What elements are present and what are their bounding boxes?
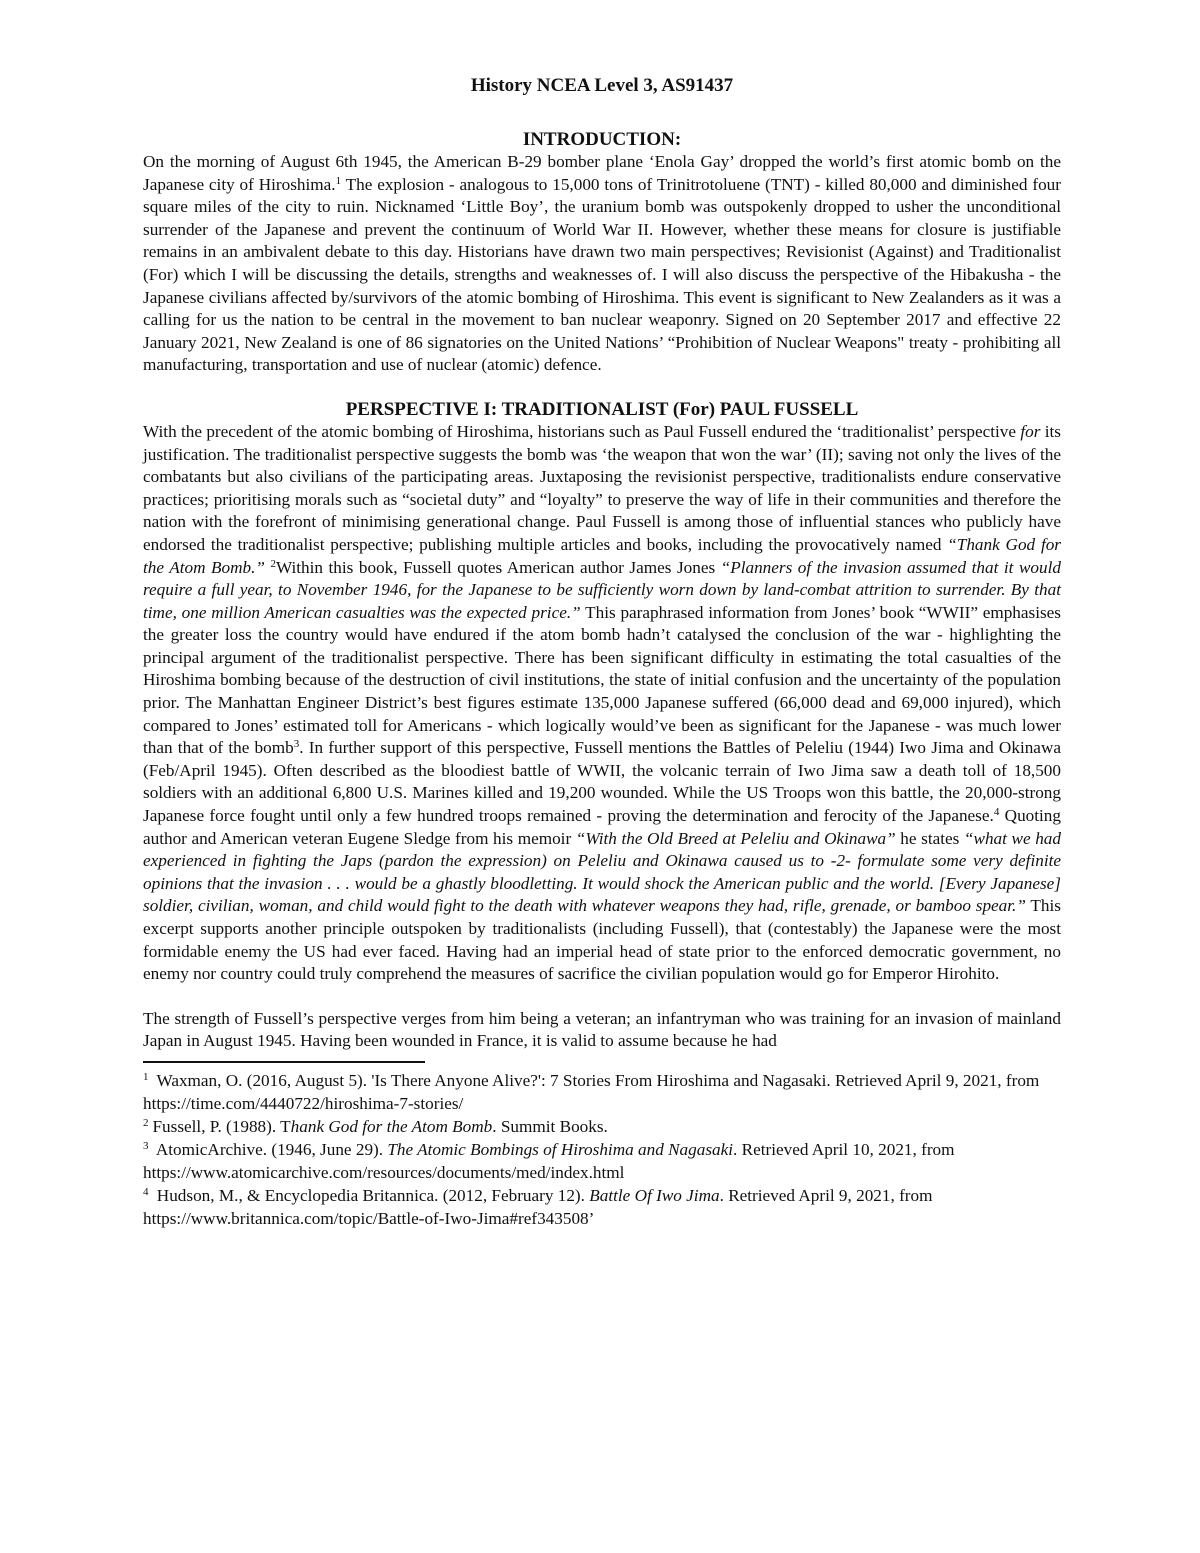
footnote-ref-3: 3 — [293, 738, 300, 751]
perspective-1-paragraph-1 — [143, 421, 1061, 986]
footnote-3-mark: 3 — [143, 1139, 149, 1152]
footnote-separator — [143, 1061, 425, 1063]
footnote-1-mark: 1 — [143, 1070, 149, 1083]
footnote-4-mark: 4 — [143, 1185, 149, 1198]
p1-text-3: Within this book, Fussell quotes American author James Jones — [275, 557, 721, 577]
p1-text-1: With the precedent of the atomic bombing of Hiroshima, historians such as Paul Fussell endured the ‘traditionalist’ perspective — [143, 421, 1021, 441]
p1-text-4: This paraphrased information from Jones’ book “WWII” emphasises the greater loss the country would have endured if the atom bomb hadn’t catalysed the conclusion of the war - highlighting the principal argument of the traditionalist perspective. There has been significant difficulty in estimating the total casualties of the Hiroshima bombing because of the destruction of civil institutions, the state of initial confusion and the uncertainty of the population prior. The Manhattan Engineer District’s best figures estimate 135,000 Japanese suffered (66,000 dead and 69,000 injured), which compared to Jones’ estimated toll for Americans - which logically would’ve been as significant for the Japanese - was much lower than that of the bomb — [143, 602, 1061, 758]
footnote-ref-2: 2 — [270, 557, 276, 570]
footnote-4-title: Battle Of Iwo Jima — [589, 1185, 720, 1205]
footnote-3-text-end: . Retrieved April 10, 2021, from https://www.atomicarchive.com/resources/documents/med/index.html — [143, 1139, 955, 1182]
footnote-1 — [143, 1069, 1061, 1115]
footnote-2-text-end: . Summit Books. — [492, 1116, 608, 1136]
p1-memoir-title: “With the Old Breed at Peleliu and Okinawa” — [575, 828, 896, 848]
p1-emphasis-for: for — [1020, 421, 1041, 441]
footnotes — [143, 1069, 1061, 1230]
perspective-1-heading: PERSPECTIVE I: TRADITIONALIST (For) PAUL FUSSELL — [345, 398, 859, 420]
p2-text-1: The strength of Fussell’s perspective verges from him being a veteran; an infantryman who was training for an invasion of mainland Japan in August 1945. Having been wounded in France, it is valid to assume because he had — [143, 1008, 1061, 1051]
p1-text-8: This excerpt supports another principle outspoken by traditionalists (including Fussell), that (contestably) the Japanese were the most formidable enemy the US had ever faced. Having had an imperial head of state prior to the enforced democratic government, no enemy nor country could truly comprehend the measures of sacrifice the civilian population would go for Emperor Hirohito. — [143, 896, 1061, 984]
footnote-4-text-end: . Retrieved April 9, 2021, from https://www.britannica.com/topic/Battle-of-Iwo-Jima#ref343508’ — [143, 1185, 933, 1228]
p1-text-7: he states — [895, 828, 964, 848]
footnote-2 — [143, 1115, 1061, 1138]
footnote-2-title: hank God for the Atom Bomb — [290, 1116, 493, 1136]
footnote-ref-1: 1 — [335, 174, 342, 187]
p1-text-5: . In further support of this perspective, Fussell mentions the Battles of Peleliu (1944) Iwo Jima and Okinawa (Feb/April 1945). Often described as the bloodiest battle of WWII, the volcanic terrain of Iwo Jima saw a death toll of 18,500 soldiers with an additional 6,800 U.S. Marines killed and 19,200 wounded. While the US Troops won this battle, the 20,000-strong Japanese force fought until only a few hundred troops remained - proving the determination and ferocity of the Japanese. — [143, 738, 1061, 826]
footnote-2-mark: 2 — [143, 1116, 149, 1129]
document-title: History NCEA Level 3, AS91437 — [470, 75, 734, 96]
paragraph-spacer — [143, 986, 1061, 1008]
footnote-ref-4: 4 — [993, 806, 1000, 819]
footnote-2-text: Fussell, P. (1988). T — [152, 1116, 291, 1136]
p1-jones-quote: “Planners of the invasion assumed that it would require a full year, to November 1946, for the Japanese to be sufficiently worn down by land-combat attrition to surrender. By that time, one million American casualties was the expected price.” — [143, 557, 1061, 622]
p1-text-6: Quoting author and American veteran Eugene Sledge from his memoir — [143, 806, 1061, 848]
p1-text-2: its justification. The traditionalist perspective suggests the bomb was ‘the weapon that won the war’ (II); saving not only the lives of the combatants but also civilians of the participating areas. Juxtaposing the revisionist perspective, traditionalists endure conservative practices; prioritising morals such as “societal duty” and “loyalty” to preserve the way of life in their communities and therefore the nation with the forefront of minimising generational change. Paul Fussell is among those of influential stances who publicly have endorsed the traditionalist perspective; publishing multiple articles and books, including the provocatively named — [143, 421, 1061, 554]
p1-sledge-quote: “what we had experienced in fighting the Japs (pardon the expression) on Peleliu and Okinawa caused us to -2- formulate some very definite opinions that the invasion . . . would be a ghastly bloodletting. It would shock the American public and the world. [Every Japanese] soldier, civilian, woman, and child would fight to the death with whatever weapons they had, rifle, grenade, or bamboo spear.” — [143, 828, 1061, 916]
footnote-3 — [143, 1138, 1061, 1184]
intro-text-2: The explosion - analogous to 15,000 tons of Trinitrotoluene (TNT) - killed 80,000 and diminished four square miles of the city to ruin. Nicknamed ‘Little Boy’, the uranium bomb was outspokenly dropped to usher the unconditional surrender of the Japanese and prevent the continuum of World War II. However, whether these means for closure is justifiable remains in an ambivalent debate to this day. Historians have drawn two main perspectives; Revisionist (Against) and Traditionalist (For) which I will be discussing the details, strengths and weaknesses of. I will also discuss the perspective of the Hibakusha - the Japanese civilians affected by/survivors of the atomic bombing of Hiroshima. This event is significant to New Zealanders as it was a calling for us the nation to be central in the movement to ban nuclear weaponry. Signed on 20 September 2017 and effective 22 January 2021, New Zealand is one of 86 signatories on the United Nations’ “Prohibition of Nuclear Weapons" treaty - prohibiting all manufacturing, transportation and use of nuclear (atomic) defence. — [143, 174, 1061, 375]
footnote-3-text: AtomicArchive. (1946, June 29). — [152, 1139, 388, 1159]
introduction-heading: INTRODUCTION: — [522, 129, 682, 150]
document-page — [143, 72, 1061, 1230]
introduction-paragraph — [143, 151, 1061, 377]
footnote-4 — [143, 1184, 1061, 1230]
p1-book-title: “Thank God for the Atom Bomb.” — [143, 534, 1061, 577]
footnote-3-title: The Atomic Bombings of Hiroshima and Nagasaki — [387, 1139, 734, 1159]
footnote-1-text: Waxman, O. (2016, August 5). 'Is There Anyone Alive?': 7 Stories From Hiroshima and Nagasaki. Retrieved April 9, 2021, from https://time.com/4440722/hiroshima-7-stories/ — [143, 1070, 1040, 1113]
intro-text-1: On the morning of August 6th 1945, the American B-29 bomber plane ‘Enola Gay’ dropped the world’s first atomic bomb on the Japanese city of Hiroshima. — [143, 152, 1061, 194]
perspective-1-paragraph-2 — [143, 1008, 1061, 1053]
footnote-4-text: Hudson, M., & Encyclopedia Britannica. (2012, February 12). — [152, 1185, 590, 1205]
